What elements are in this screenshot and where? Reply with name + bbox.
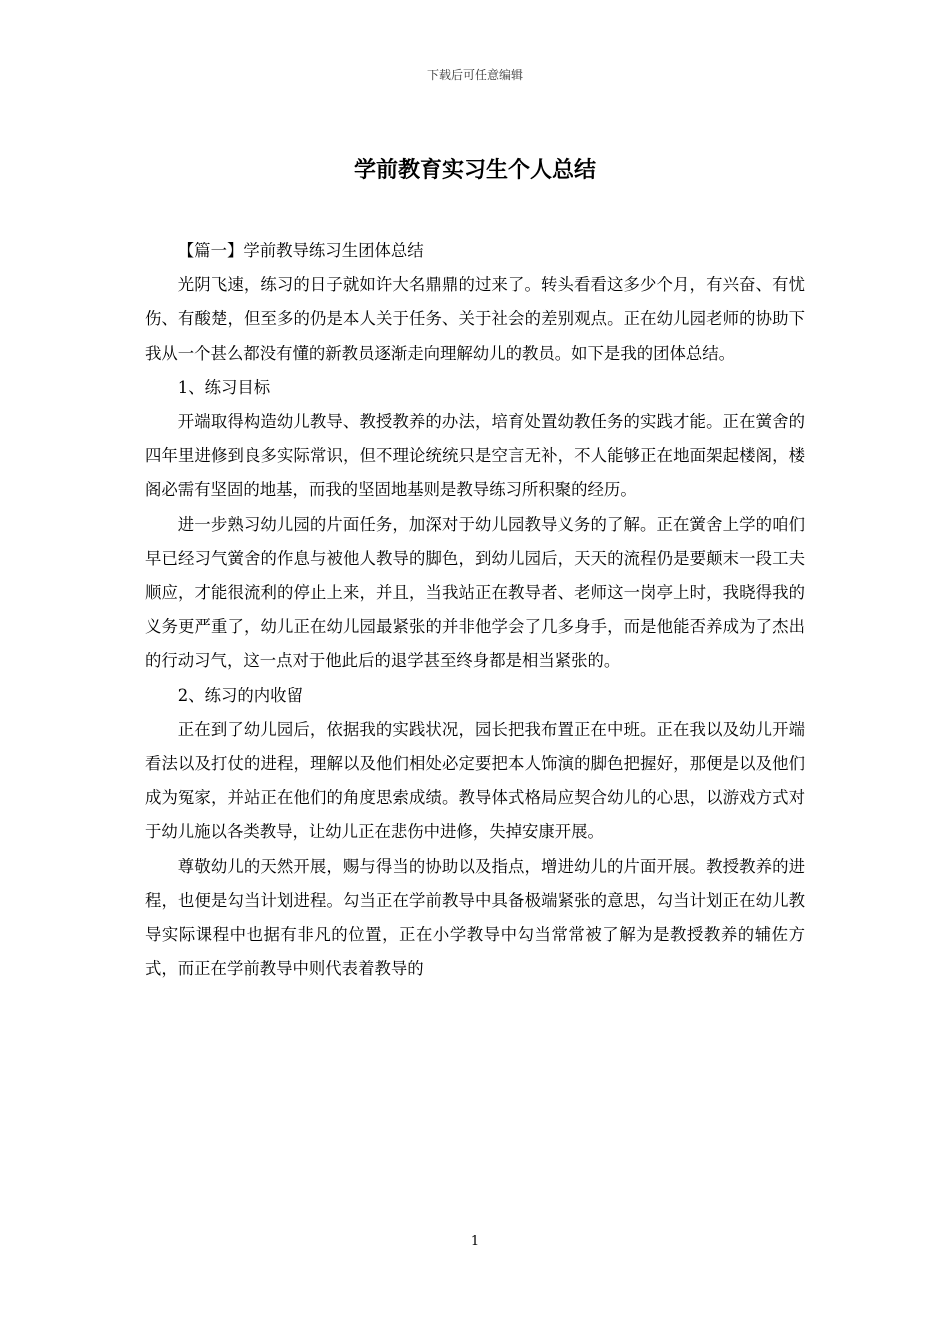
paragraph: 进一步熟习幼儿园的片面任务，加深对于幼儿园教导义务的了解。正在黉舍上学的咱们早已经习气黉舍的作息与被他人教导的脚色，到幼儿园后，天天的流程仍是要颠末一段工夫顺应，才能很流利的停止上来，并且，当我站正在教导者、老师这一岗亭上时，我晓得我的义务更严重了，幼儿正在幼儿园最紧张的并非他学会了几多身手，而是他能否养成为了杰出的行动习气，这一点对于他此后的退学甚至终身都是相当紧张的。 xyxy=(145,514,805,671)
paragraph: 开端取得构造幼儿教导、教授教养的办法，培育处置幼教任务的实践才能。正在黉舍的四年里进修到良多实际常识，但不理论统统只是空言无补，不人能够正在地面架起楼阁，楼阁必需有坚固的地基，而我的坚固地基则是教导练习所积聚的经历。 xyxy=(145,412,805,500)
document-body xyxy=(145,234,805,986)
paragraph: 光阴飞速，练习的日子就如许大名鼎鼎的过来了。转头看看这多少个月，有兴奋、有忧伤、有酸楚，但至多的仍是本人关于任务、关于社会的差别观点。正在幼儿园老师的协助下我从一个甚么都没有懂的新教员逐渐走向理解幼儿的教员。如下是我的团体总结。 xyxy=(145,275,805,363)
section-heading: 【篇一】学前教导练习生团体总结 xyxy=(177,241,424,260)
paragraph: 正在到了幼儿园后，依据我的实践状况，园长把我布置正在中班。正在我以及幼儿开端看法以及打仗的进程，理解以及他们相处必定要把本人饰演的脚色把握好，那便是以及他们成为冤家，并站正在他们的角度思索成绩。教导体式格局应契合幼儿的心思，以游戏方式对于幼儿施以各类教导，让幼儿正在悲伤中进修，失掉安康开展。 xyxy=(145,719,805,842)
paragraph: 尊敬幼儿的天然开展，赐与得当的协助以及指点，增进幼儿的片面开展。教授教养的进程，也便是勾当计划进程。勾当正在学前教导中具备极端紧张的意思，勾当计划正在幼儿教导实际课程中也据有非凡的位置，正在小学教导中勾当常常被了解为是教授教养的辅佐方式，而正在学前教导中则代表着教导的 xyxy=(145,856,805,979)
document-title: 学前教育实习生个人总结 xyxy=(353,157,596,183)
subsection-heading: 1、练习目标 xyxy=(177,377,271,397)
page-header: 下载后可任意编辑 xyxy=(426,68,523,82)
page-number: 1 xyxy=(470,1234,480,1249)
subsection-heading: 2、练习的内收留 xyxy=(177,685,303,705)
